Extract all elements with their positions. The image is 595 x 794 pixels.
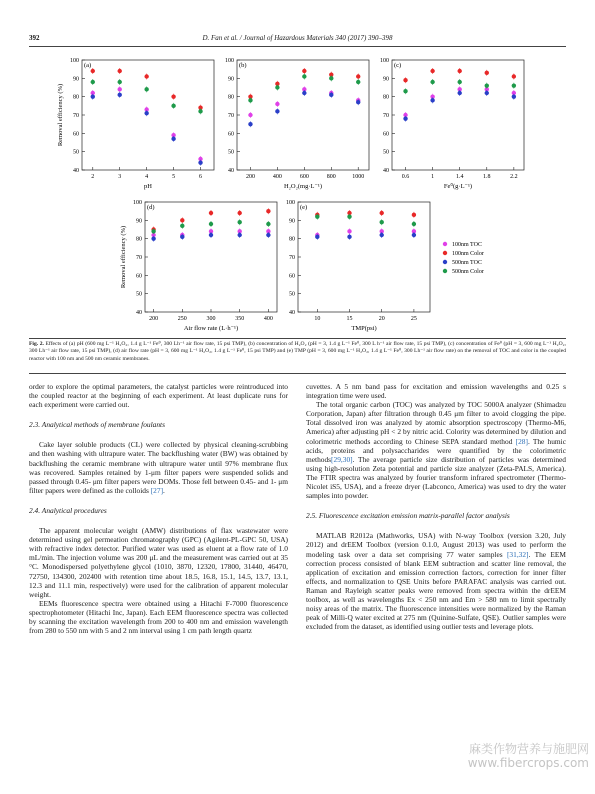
data-point	[248, 122, 252, 126]
data-point	[380, 233, 384, 237]
citation-link[interactable]: [31,32]	[506, 549, 529, 559]
legend-label: 100nm Color	[452, 251, 484, 258]
data-point	[457, 69, 461, 73]
section-heading-2-4: 2.4. Analytical procedures	[29, 505, 107, 515]
data-point	[180, 235, 184, 239]
x-tick-label: 300	[206, 316, 216, 322]
data-point	[347, 214, 351, 218]
paragraph: Cake layer soluble products (CL) were collected by physical cleaning-scrubbing and then washing with ultrapure water. The backflushing water (BW) was obtained by backflushing the ceramic membrane with ultrapure water until 97% membrane flux was recovered. Samples retained by 1-μm filter papers were suspended solids and passed through 0.45- μm filter papers were DOMs. Those fell between 0.45- and 1- μm filter papers were defined as the colloids [27].	[29, 440, 288, 495]
y-tick-label: 90	[383, 76, 389, 83]
paragraph: The apparent molecular weight (AMW) distributions of flax wastewater were determined using gel permeation chromatography (GPC) (Agilent-PL-GPC 50, USA) with refractive index detector. Purified water was used as eluent at a flow rate of 1.0 mL/min. The injection volume was 200 μL and the measurement was carried out at 35 °C. Monodispersed polyethylene glycol (1010, 3870, 12320, 17800, 31440, 46470, 72750, 134300, 202400 with retention time about 18.5, 16.8, 15.1, 14.5, 13.7, 13.1, 12.3 and 11.1 min, respectively) were used for the calibration of apparent molecular weight.	[29, 526, 288, 599]
y-tick-label: 80	[289, 236, 295, 243]
x-tick-label: 2.2	[510, 174, 518, 180]
caption-bottom-rule	[29, 373, 566, 374]
y-tick-label: 60	[73, 131, 79, 138]
watermark: 麻类作物营养与施肥网 www.fibercrops.com	[467, 742, 589, 770]
x-tick-label: 600	[299, 174, 309, 180]
x-tick-label: 5	[172, 174, 176, 180]
data-point	[302, 91, 306, 95]
paragraph: The total organic carbon (TOC) was analyzed by TOC 5000A analyzer (Shimadzu Corporation, Japan) after filtration through 0.45 μm filter to avoid clogging the pipe. Total dissolved iron was analyzed by atomic absorption spectroscopy (Thermo-M6, America) after adjusting pH < 2 by nitric acid. Colority was determined by dilution and colorimetric methods according to Chinese SEPA standard method [28]. The humic acids, proteins and polysaccharides were quantified by the colorimetric methods[29,30]. The average particle size distribution of particles was determined using high-resolution Zeta potential and particle size analyzer (Zeta-PALS, America). The FTIR spectra was analyzed by fourier transform infrared spectrometer (Thermo-Nicolet iS5, USA), and a freeze dryer (Labconco, America) was used to dry the water samples into powder.	[306, 400, 567, 501]
data-point	[329, 76, 333, 80]
x-tick-label: 200	[245, 174, 255, 180]
data-point	[485, 83, 489, 87]
data-point	[237, 220, 241, 224]
x-tick-label: 1000	[352, 174, 365, 180]
data-point	[329, 93, 333, 97]
paragraph: EEMs fluorescence spectra were obtained using a Hitachi F-7000 fluorescence spectrophotometer (Hitachi Inc, Japan). Each EEM fluorescence spectra was collected by scanning the excitation wavelength from 200 to 400 nm and emission wavelength from 280 to 550 nm with 5 and 2 nm interval using 1 cm path length quartz	[29, 598, 288, 636]
y-tick-label: 80	[228, 94, 234, 101]
data-point	[248, 98, 252, 102]
y-tick-label: 80	[383, 94, 389, 101]
figure-2	[0, 0, 595, 340]
y-tick-label: 100	[133, 200, 142, 206]
x-tick-label: 200	[149, 316, 159, 322]
paragraph: cuvettes. A 5 nm band pass for excitation and emission wavelengths and 0.25 s integration time were used.	[306, 382, 566, 401]
x-tick-label: 400	[272, 174, 282, 180]
data-point	[412, 213, 416, 217]
data-point	[403, 78, 407, 82]
data-point	[171, 104, 175, 108]
y-tick-label: 60	[383, 131, 389, 138]
y-tick-label: 40	[289, 310, 295, 316]
x-axis-label: H₂O₂(mg·L⁻¹)	[283, 183, 323, 190]
y-tick-label: 100	[70, 58, 79, 64]
data-point	[275, 85, 279, 89]
y-tick-label: 50	[228, 149, 234, 156]
data-point	[380, 220, 384, 224]
data-point	[356, 80, 360, 84]
caption-text: Effects of (a) pH (600 mg L⁻¹ H₂O₂, 1.4 g L⁻¹ Fe⁰, 300 Lh⁻¹ air flow rate, 15 psi TMP), (b) concentration of H₂O₂ (pH = 3, 1.4 g L⁻¹ Fe⁰, 300 L h⁻¹ air flow rate, 15 psi TMP), (c) concentration of Fe⁰ (pH = 3, 600 mg L⁻¹ H₂O₂, 300 Lh⁻¹ air flow rate, 15 psi TMP), (d) air flow rate (pH = 3, 600 mg L⁻¹ H₂O₂, 1.4 g L⁻¹ Fe⁰, 15 psi TMP) and (e) TMP (pH = 3, 600 mg L⁻¹ H₂O₂, 1.4 g L⁻¹ Fe⁰, 300 Lh⁻¹ air flow rate) on the removal of TOC and color in the coupled reactor with 100 nm and 500 nm ceramic membranes.	[29, 341, 566, 362]
data-point	[302, 69, 306, 73]
x-tick-label: 2	[91, 174, 95, 180]
x-tick-label: 15	[346, 316, 353, 322]
data-point	[457, 80, 461, 84]
data-point	[315, 214, 319, 218]
panel-label: (a)	[84, 62, 92, 69]
y-tick-label: 40	[383, 168, 389, 174]
x-tick-label: 10	[314, 316, 321, 322]
data-point	[198, 160, 202, 164]
y-tick-label: 50	[383, 149, 389, 156]
legend-label: 500nm TOC	[452, 260, 482, 267]
data-point	[347, 229, 351, 233]
data-point	[171, 137, 175, 141]
right-column	[306, 382, 566, 631]
data-point	[198, 109, 202, 113]
y-tick-label: 80	[73, 94, 79, 101]
x-tick-label: 1.4	[455, 174, 464, 180]
data-point	[209, 211, 213, 215]
data-point	[266, 222, 270, 226]
plot-frame	[392, 60, 524, 170]
data-point	[302, 74, 306, 78]
x-tick-label: 0.6	[401, 174, 410, 180]
y-tick-label: 90	[73, 76, 79, 83]
y-axis-label: Removal efficiency (%)	[120, 225, 127, 289]
y-tick-label: 100	[225, 58, 234, 64]
data-point	[266, 209, 270, 213]
data-point	[91, 80, 95, 84]
y-tick-label: 70	[383, 113, 389, 119]
section-heading-2-3: 2.3. Analytical methods of membrane foulants	[29, 420, 165, 430]
data-point	[485, 91, 489, 95]
panel-label: (e)	[300, 204, 308, 211]
y-tick-label: 90	[289, 218, 295, 225]
legend-label: 500nm Color	[452, 269, 484, 276]
x-axis-label: Fe⁰(g·L⁻¹)	[443, 183, 473, 190]
data-point	[91, 94, 95, 98]
y-tick-label: 70	[289, 255, 295, 261]
section-heading-2-5: 2.5. Fluorescence excitation emission matrix-parallel factor analysis	[306, 511, 510, 521]
data-point	[144, 111, 148, 115]
plot-frame	[145, 202, 277, 312]
y-tick-label: 50	[289, 291, 295, 298]
y-axis-label: Removal efficiency (%)	[57, 83, 64, 147]
data-point	[209, 233, 213, 237]
data-point	[315, 235, 319, 239]
data-point	[412, 233, 416, 237]
data-point	[356, 100, 360, 104]
data-point	[403, 89, 407, 93]
x-axis-label: TMP(psi)	[351, 325, 377, 332]
data-point	[151, 229, 155, 233]
y-tick-label: 50	[73, 149, 79, 156]
data-point	[118, 69, 122, 73]
x-axis-label: Air flow rate (L·h⁻¹)	[183, 325, 239, 332]
data-point	[457, 91, 461, 95]
y-tick-label: 80	[136, 236, 142, 243]
data-point	[512, 83, 516, 87]
x-axis-label: pH	[144, 183, 152, 190]
x-tick-label: 20	[378, 316, 385, 322]
y-tick-label: 50	[136, 291, 142, 298]
y-tick-label: 60	[228, 131, 234, 138]
y-tick-label: 90	[136, 218, 142, 225]
y-tick-label: 40	[73, 168, 79, 174]
y-tick-label: 40	[136, 310, 142, 316]
x-tick-label: 4	[145, 174, 149, 180]
x-tick-label: 400	[263, 316, 273, 322]
legend-marker	[443, 251, 447, 255]
y-tick-label: 70	[228, 113, 234, 119]
data-point	[266, 233, 270, 237]
data-point	[430, 98, 434, 102]
legend-marker	[443, 269, 447, 273]
panel-label: (d)	[147, 204, 155, 211]
data-point	[380, 211, 384, 215]
data-point	[118, 87, 122, 91]
data-point	[430, 69, 434, 73]
y-tick-label: 40	[228, 168, 234, 174]
data-point	[412, 222, 416, 226]
y-tick-label: 90	[228, 76, 234, 83]
data-point	[403, 116, 407, 120]
legend-label: 100nm TOC	[452, 242, 482, 249]
y-tick-label: 70	[136, 255, 142, 261]
caption-top-rule	[29, 338, 566, 339]
figure-caption	[29, 341, 566, 363]
running-header: D. Fan et al. / Journal of Hazardous Materials 340 (2017) 390–398	[202, 34, 393, 42]
citation-link[interactable]: [28]	[515, 436, 528, 446]
x-tick-label: 1.8	[483, 174, 491, 180]
data-point	[180, 218, 184, 222]
data-point	[91, 69, 95, 73]
caption-label: Fig. 2.	[29, 341, 44, 347]
legend-marker	[443, 260, 447, 264]
data-point	[209, 222, 213, 226]
x-tick-label: 3	[118, 174, 122, 180]
data-point	[356, 74, 360, 78]
data-point	[512, 74, 516, 78]
panel-label: (b)	[239, 62, 247, 69]
data-point	[512, 94, 516, 98]
data-point	[171, 94, 175, 98]
data-point	[118, 80, 122, 84]
x-tick-label: 1	[431, 174, 435, 180]
data-point	[430, 80, 434, 84]
citation-link[interactable]: [29,30]	[331, 454, 353, 464]
left-column	[29, 382, 288, 635]
x-tick-label: 250	[177, 316, 187, 322]
paragraph: MATLAB R2012a (Mathworks, USA) with N-way Toolbox (version 3.20, July 2012) and drEEM Toolbox (version 0.1.0, August 2013) was used to perform the modeling task over a data set comprising 77 water samples [31,32]. The EEM correction process consisted of blank EEM subtraction and scatter line removal, the application of excitation and emission correction factors, correction for inner filter effects, and normalization to QSE Units before PARAFAC analysis was carried out. Raman and Rayleigh scatter peaks were removed from spectra within the drEEM toolbox, as well as wavelengths Ex < 250 nm and Em > 580 nm to limit spectrally noisy areas of the matrix. The fluorescence intensities were normalized by the Raman peak of Milli-Q water excited at 275 nm (Quinine-Sulfate, QSE). Outlier samples were excluded from the dataset, as identified using outlier tests and leverage plots.	[306, 531, 566, 632]
x-tick-label: 800	[326, 174, 336, 180]
x-tick-label: 6	[199, 174, 203, 180]
data-point	[275, 109, 279, 113]
data-point	[237, 233, 241, 237]
paragraph: order to explore the optimal parameters, the catalyst particles were reintroduced into the coupled reactor at the beginning of each experiment. At least duplicate runs for each experiment were carried out.	[29, 382, 288, 410]
legend-marker	[443, 242, 447, 246]
data-point	[151, 236, 155, 240]
y-tick-label: 60	[136, 273, 142, 280]
panel-label: (c)	[394, 62, 402, 69]
data-point	[118, 93, 122, 97]
data-point	[275, 102, 279, 106]
data-point	[144, 74, 148, 78]
citation-link[interactable]: [27]	[150, 485, 164, 495]
y-tick-label: 100	[286, 200, 295, 206]
data-point	[180, 224, 184, 228]
data-point	[248, 113, 252, 117]
page-number: 392	[29, 34, 40, 42]
data-point	[237, 211, 241, 215]
data-point	[144, 87, 148, 91]
x-tick-label: 25	[410, 316, 417, 322]
data-point	[347, 235, 351, 239]
y-tick-label: 60	[289, 273, 295, 280]
y-tick-label: 70	[73, 113, 79, 119]
x-tick-label: 350	[235, 316, 245, 322]
y-tick-label: 100	[380, 58, 389, 64]
data-point	[485, 71, 489, 75]
